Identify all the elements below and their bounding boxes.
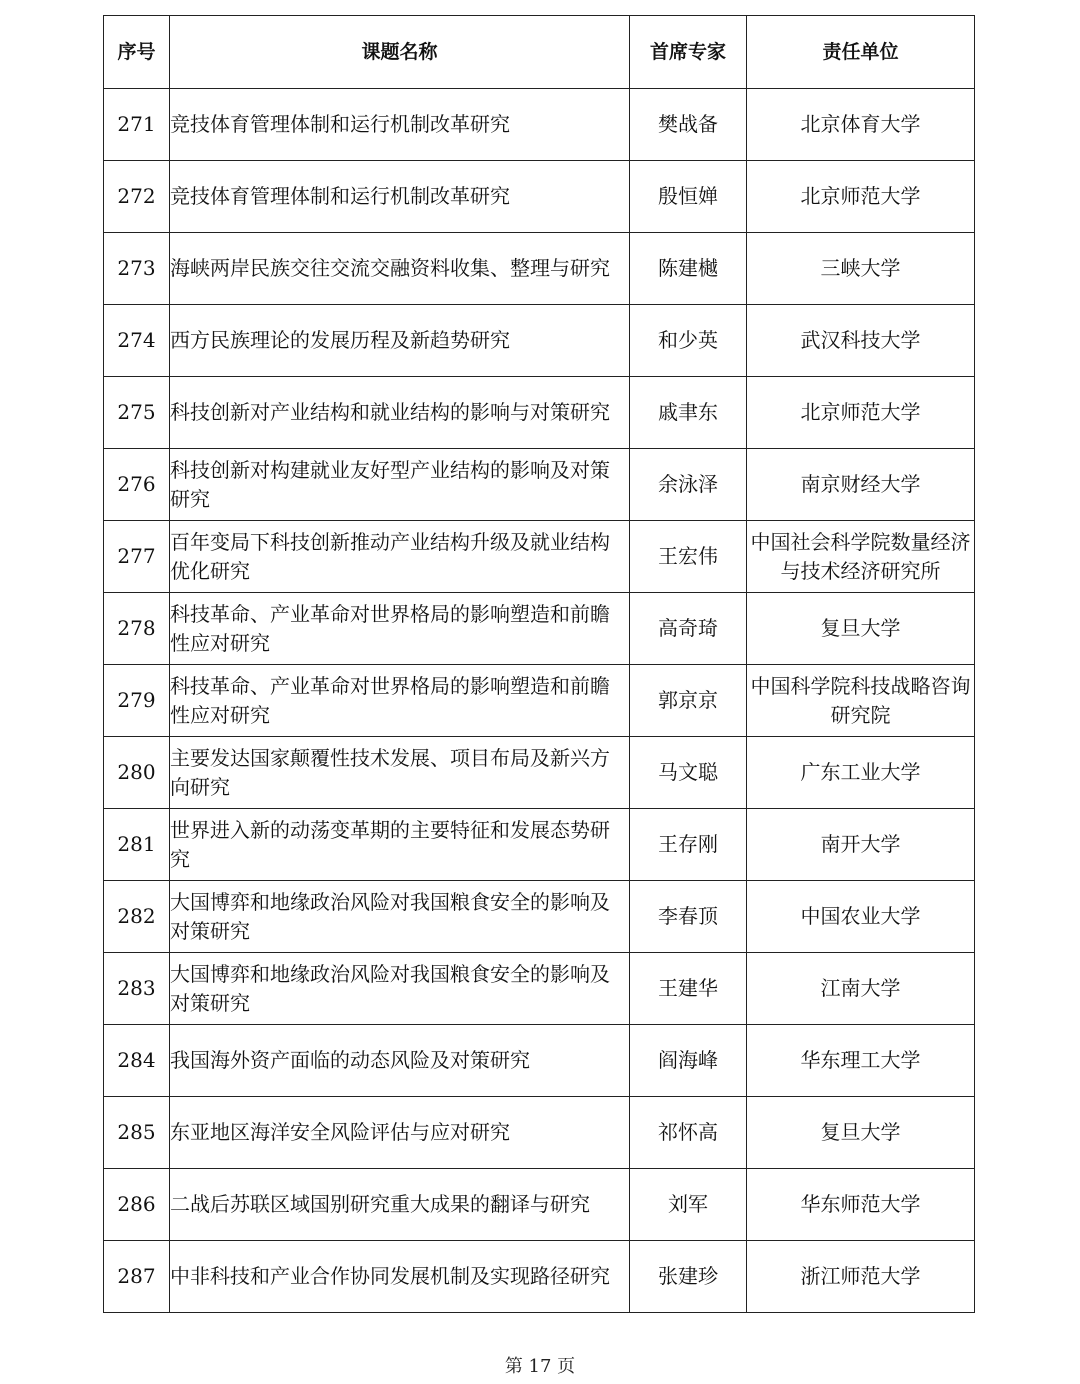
table-row: [104, 1241, 975, 1313]
cell-title: 竞技体育管理体制和运行机制改革研究: [170, 161, 630, 233]
cell-unit: 江南大学: [747, 953, 975, 1025]
page-number: 第 17 页: [504, 1356, 576, 1377]
cell-unit: 华东师范大学: [747, 1169, 975, 1241]
cell-expert: 殷恒婵: [630, 161, 747, 233]
cell-unit: 复旦大学: [747, 1097, 975, 1169]
table-row: [104, 521, 975, 593]
cell-expert: 王建华: [630, 953, 747, 1025]
cell-title: 科技创新对构建就业友好型产业结构的影响及对策研究: [170, 449, 630, 521]
cell-index: 277: [104, 521, 170, 593]
cell-index: 274: [104, 305, 170, 377]
cell-title: 主要发达国家颠覆性技术发展、项目布局及新兴方向研究: [170, 737, 630, 809]
cell-expert: 高奇琦: [630, 593, 747, 665]
table-row: [104, 737, 975, 809]
cell-unit: 北京体育大学: [747, 89, 975, 161]
cell-unit: 北京师范大学: [747, 161, 975, 233]
cell-expert: 郭京京: [630, 665, 747, 737]
cell-title: 世界进入新的动荡变革期的主要特征和发展态势研究: [170, 809, 630, 881]
cell-index: 276: [104, 449, 170, 521]
cell-expert: 刘军: [630, 1169, 747, 1241]
cell-title: 我国海外资产面临的动态风险及对策研究: [170, 1025, 630, 1097]
cell-unit: 北京师范大学: [747, 377, 975, 449]
cell-unit: 三峡大学: [747, 233, 975, 305]
table-row: [104, 1169, 975, 1241]
cell-unit: 武汉科技大学: [747, 305, 975, 377]
header-unit: 责任单位: [747, 16, 975, 89]
cell-unit: 浙江师范大学: [747, 1241, 975, 1313]
cell-title: 科技创新对产业结构和就业结构的影响与对策研究: [170, 377, 630, 449]
header-index: 序号: [104, 16, 170, 89]
cell-index: 275: [104, 377, 170, 449]
cell-unit: 中国社会科学院数量经济与技术经济研究所: [747, 521, 975, 593]
table-row: [104, 305, 975, 377]
cell-title: 百年变局下科技创新推动产业结构升级及就业结构优化研究: [170, 521, 630, 593]
cell-index: 272: [104, 161, 170, 233]
cell-expert: 戚聿东: [630, 377, 747, 449]
cell-expert: 祁怀高: [630, 1097, 747, 1169]
cell-index: 284: [104, 1025, 170, 1097]
header-title: 课题名称: [170, 16, 630, 89]
cell-title: 大国博弈和地缘政治风险对我国粮食安全的影响及对策研究: [170, 953, 630, 1025]
cell-index: 273: [104, 233, 170, 305]
header-expert: 首席专家: [630, 16, 747, 89]
cell-unit: 华东理工大学: [747, 1025, 975, 1097]
cell-expert: 李春顶: [630, 881, 747, 953]
table-row: [104, 809, 975, 881]
table-row: [104, 1025, 975, 1097]
cell-title: 竞技体育管理体制和运行机制改革研究: [170, 89, 630, 161]
project-table: [103, 15, 975, 1313]
header-row: [104, 16, 975, 89]
cell-index: 287: [104, 1241, 170, 1313]
table-row: [104, 377, 975, 449]
cell-expert: 和少英: [630, 305, 747, 377]
cell-expert: 阎海峰: [630, 1025, 747, 1097]
cell-title: 大国博弈和地缘政治风险对我国粮食安全的影响及对策研究: [170, 881, 630, 953]
cell-expert: 王存刚: [630, 809, 747, 881]
cell-unit: 中国农业大学: [747, 881, 975, 953]
table-row: [104, 665, 975, 737]
cell-title: 科技革命、产业革命对世界格局的影响塑造和前瞻性应对研究: [170, 665, 630, 737]
cell-title: 西方民族理论的发展历程及新趋势研究: [170, 305, 630, 377]
cell-index: 280: [104, 737, 170, 809]
cell-title: 二战后苏联区域国别研究重大成果的翻译与研究: [170, 1169, 630, 1241]
cell-expert: 樊战备: [630, 89, 747, 161]
cell-title: 海峡两岸民族交往交流交融资料收集、整理与研究: [170, 233, 630, 305]
table-row: [104, 161, 975, 233]
cell-expert: 张建珍: [630, 1241, 747, 1313]
cell-expert: 余泳泽: [630, 449, 747, 521]
table-row: [104, 1097, 975, 1169]
cell-expert: 陈建樾: [630, 233, 747, 305]
cell-index: 283: [104, 953, 170, 1025]
cell-title: 科技革命、产业革命对世界格局的影响塑造和前瞻性应对研究: [170, 593, 630, 665]
cell-title: 东亚地区海洋安全风险评估与应对研究: [170, 1097, 630, 1169]
table-row: [104, 593, 975, 665]
cell-unit: 复旦大学: [747, 593, 975, 665]
cell-unit: 南开大学: [747, 809, 975, 881]
cell-index: 271: [104, 89, 170, 161]
table-row: [104, 233, 975, 305]
cell-index: 279: [104, 665, 170, 737]
cell-expert: 马文聪: [630, 737, 747, 809]
cell-title: 中非科技和产业合作协同发展机制及实现路径研究: [170, 1241, 630, 1313]
table-row: [104, 881, 975, 953]
cell-index: 278: [104, 593, 170, 665]
table-row: [104, 89, 975, 161]
table-body: [104, 89, 975, 1313]
table-row: [104, 449, 975, 521]
cell-expert: 王宏伟: [630, 521, 747, 593]
cell-unit: 广东工业大学: [747, 737, 975, 809]
table-row: [104, 953, 975, 1025]
cell-unit: 南京财经大学: [747, 449, 975, 521]
cell-index: 282: [104, 881, 170, 953]
table-header: [104, 16, 975, 89]
cell-index: 285: [104, 1097, 170, 1169]
cell-index: 286: [104, 1169, 170, 1241]
cell-unit: 中国科学院科技战略咨询研究院: [747, 665, 975, 737]
cell-index: 281: [104, 809, 170, 881]
